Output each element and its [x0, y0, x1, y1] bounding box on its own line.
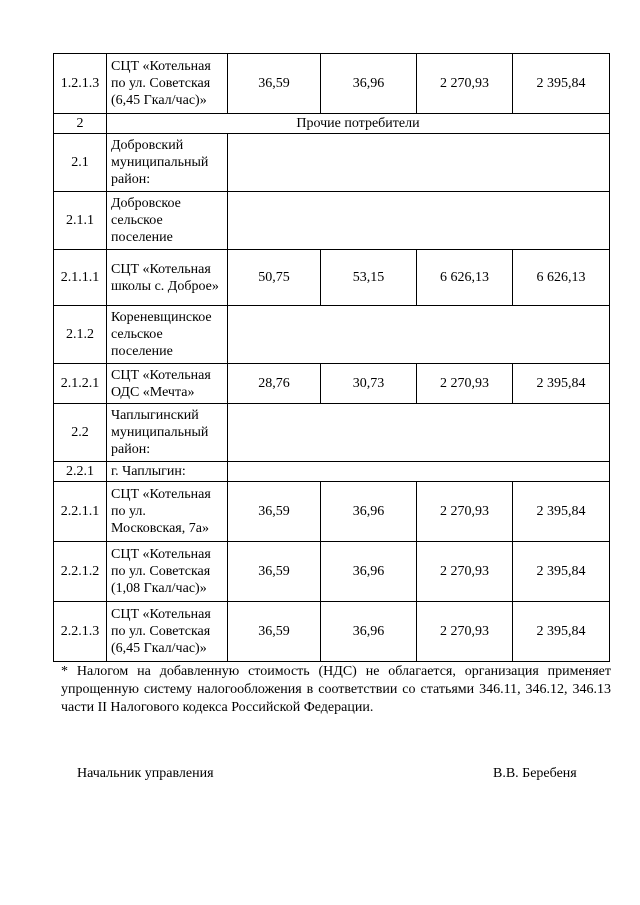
value-cell: 6 626,13: [513, 250, 610, 306]
row-name: СЦТ «Котельная по ул. Московская, 7а»: [107, 482, 228, 542]
row-number: 2.2.1: [54, 462, 107, 482]
value-cell: 36,59: [228, 54, 321, 114]
row-number: 2.1.1.1: [54, 250, 107, 306]
value-cell: 2 395,84: [513, 602, 610, 662]
table-row: [54, 114, 610, 134]
footnote: * Налогом на добавленную стоимость (НДС) не облагается, организация применяет упрощенную систему налогообложения в соответствии со статьями 346.11, 346.12, 346.13 части II Налогового кодекса Российской Федерации.: [61, 664, 611, 715]
empty-cell: [228, 192, 610, 250]
row-number: 2: [54, 114, 107, 134]
row-name: СЦТ «Котельная по ул. Советская (6,45 Гкал/час)»: [107, 602, 228, 662]
row-name: Чаплыгинский муниципальный район:: [107, 404, 228, 462]
row-name: Кореневщинское сельское поселение: [107, 306, 228, 364]
row-name: СЦТ «Котельная школы с. Доброе»: [107, 250, 228, 306]
row-name: Добровское сельское поселение: [107, 192, 228, 250]
table-row: [54, 250, 610, 306]
table-row: [54, 364, 610, 404]
empty-cell: [228, 134, 610, 192]
value-cell: 50,75: [228, 250, 321, 306]
row-name: СЦТ «Котельная по ул. Советская (1,08 Гкал/час)»: [107, 542, 228, 602]
row-number: 2.2.1.3: [54, 602, 107, 662]
table-row: [54, 306, 610, 364]
value-cell: 2 270,93: [417, 54, 513, 114]
row-number: 2.2.1.1: [54, 482, 107, 542]
value-cell: 36,59: [228, 542, 321, 602]
table-row: [54, 602, 610, 662]
value-cell: 36,59: [228, 482, 321, 542]
value-cell: 2 395,84: [513, 364, 610, 404]
value-cell: 36,96: [321, 602, 417, 662]
row-name: г. Чаплыгин:: [107, 462, 228, 482]
value-cell: 28,76: [228, 364, 321, 404]
row-number: 2.2: [54, 404, 107, 462]
table-row: [54, 482, 610, 542]
value-cell: 2 395,84: [513, 54, 610, 114]
empty-cell: [228, 404, 610, 462]
value-cell: 2 270,93: [417, 482, 513, 542]
value-cell: 36,96: [321, 482, 417, 542]
table-row: [54, 192, 610, 250]
empty-cell: [228, 306, 610, 364]
value-cell: 36,96: [321, 54, 417, 114]
row-name: СЦТ «Котельная по ул. Советская (6,45 Гкал/час)»: [107, 54, 228, 114]
value-cell: 36,96: [321, 542, 417, 602]
value-cell: 53,15: [321, 250, 417, 306]
table-row: [54, 134, 610, 192]
tariff-table: [53, 53, 610, 662]
row-number: 2.1: [54, 134, 107, 192]
table-row: [54, 542, 610, 602]
value-cell: 2 395,84: [513, 482, 610, 542]
row-name: Добровский муниципальный район:: [107, 134, 228, 192]
table-row: [54, 404, 610, 462]
section-title: Прочие потребители: [107, 114, 610, 134]
table-row: [54, 462, 610, 482]
row-number: 1.2.1.3: [54, 54, 107, 114]
value-cell: 6 626,13: [417, 250, 513, 306]
value-cell: 2 270,93: [417, 602, 513, 662]
row-number: 2.1.2.1: [54, 364, 107, 404]
value-cell: 30,73: [321, 364, 417, 404]
signature-name: В.В. Беребеня: [493, 766, 577, 781]
row-number: 2.1.1: [54, 192, 107, 250]
value-cell: 2 395,84: [513, 542, 610, 602]
table-row: [54, 54, 610, 114]
row-number: 2.1.2: [54, 306, 107, 364]
value-cell: 2 270,93: [417, 542, 513, 602]
row-number: 2.2.1.2: [54, 542, 107, 602]
value-cell: 2 270,93: [417, 364, 513, 404]
empty-cell: [228, 462, 610, 482]
signature-position: Начальник управления: [77, 766, 214, 781]
value-cell: 36,59: [228, 602, 321, 662]
row-name: СЦТ «Котельная ОДС «Мечта»: [107, 364, 228, 404]
